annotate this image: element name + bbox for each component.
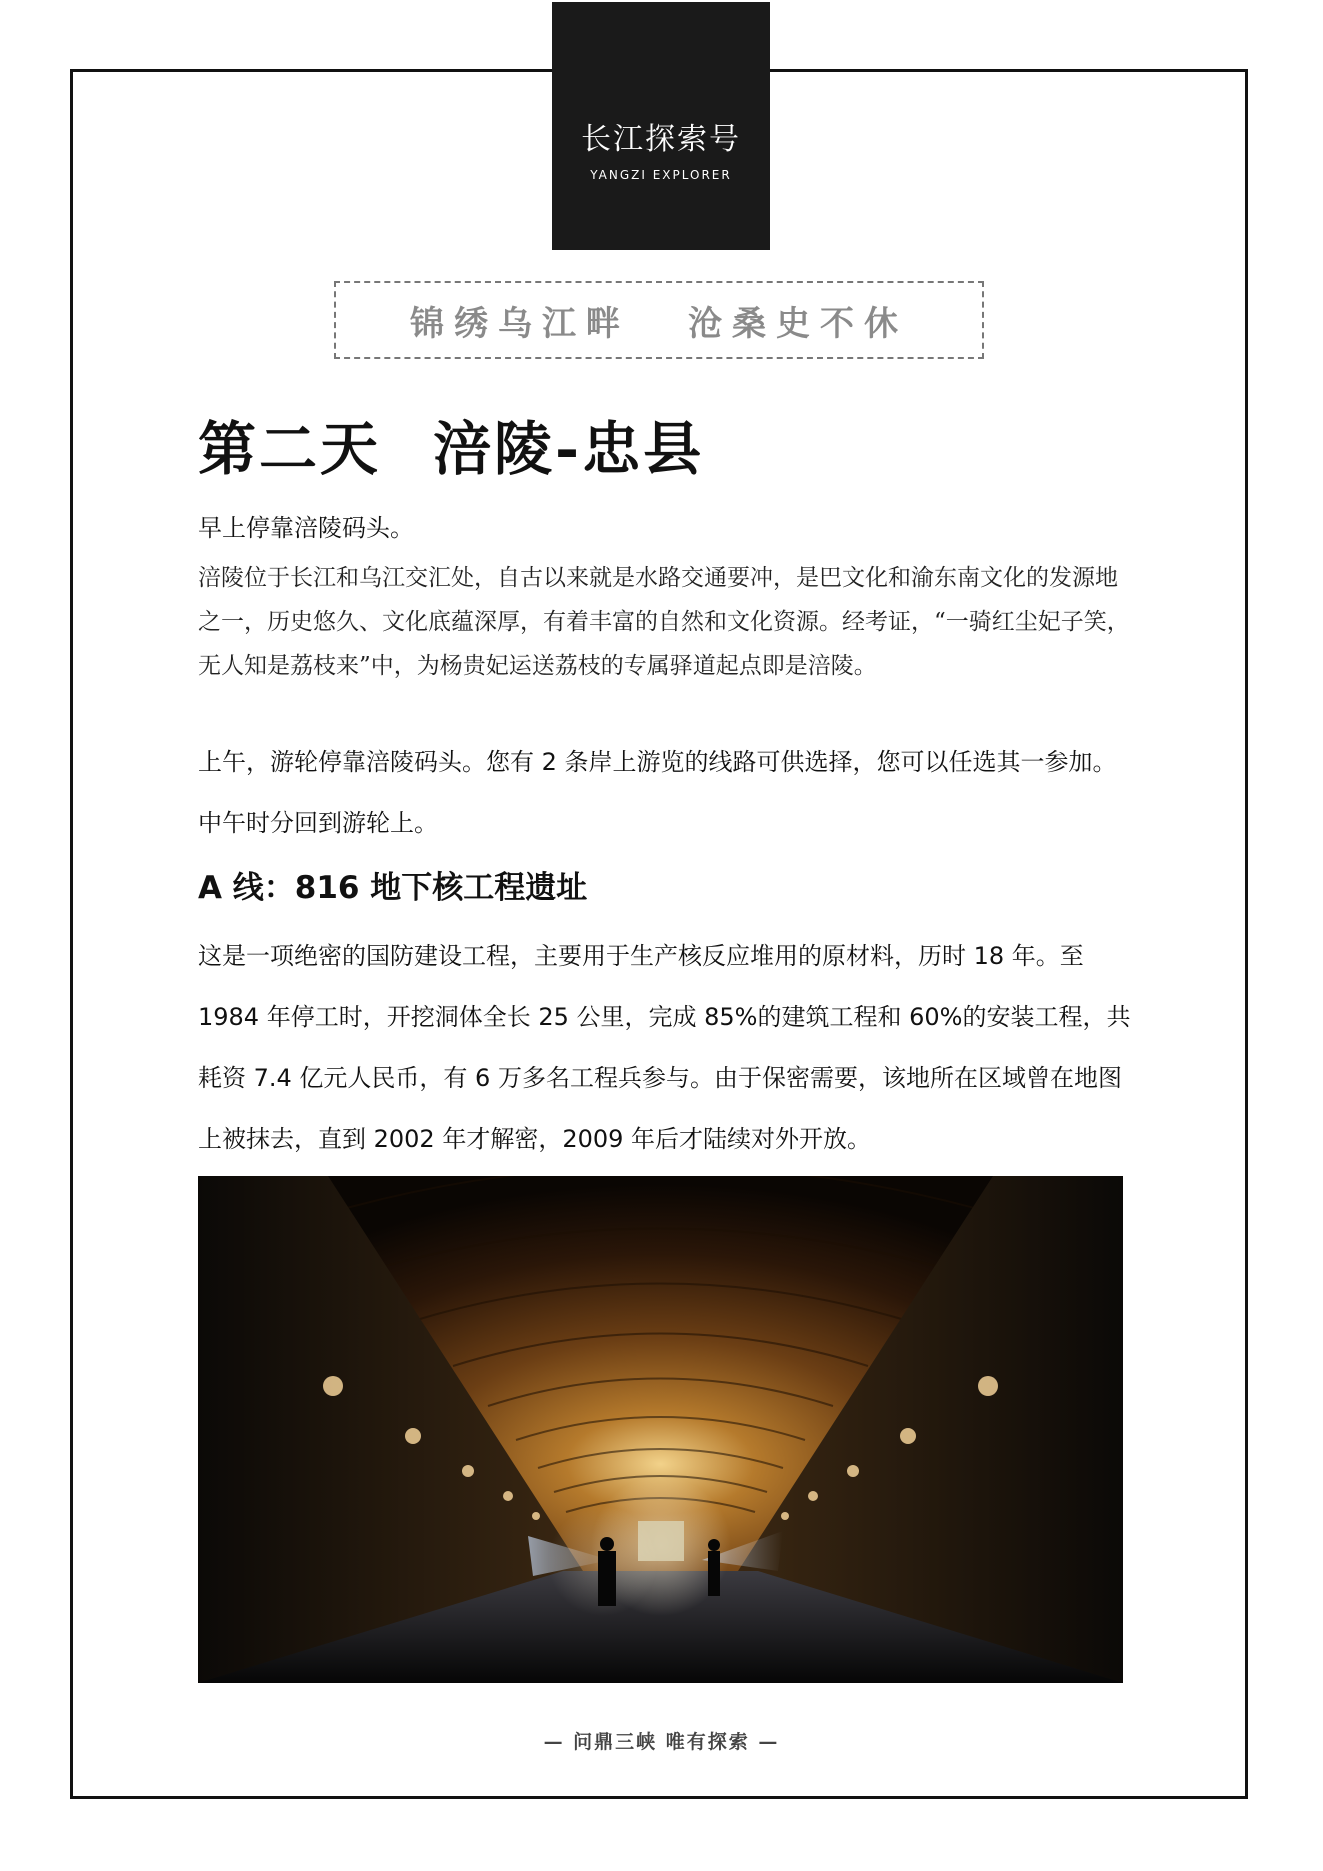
brand-name-cn: 长江探索号 — [581, 122, 741, 157]
brand-name-en: YANGZI EXPLORER — [590, 168, 732, 182]
day-route: 涪陵-忠县 — [433, 415, 705, 483]
page-title — [198, 402, 704, 486]
banner-right-text: 沧桑史不休 — [688, 303, 908, 344]
arrival-paragraph: 早上停靠涪陵码头。 — [198, 514, 414, 542]
section-a-paragraph: 这是一项绝密的国防建设工程，主要用于生产核反应堆用的原材料，历时 18 年。至 1984 年停工时，开挖洞体全长 25 公里，完成 85%的建筑工程和 60%的安装工程，共耗资 7.4 亿元人民币，有 6 万多名工程兵参与。由于保密需要，该地所在区域曾在地图上被抹去，直到 2002 年才解密，2009 年后才陆续对外开放。 — [198, 942, 1131, 1153]
tunnel-photo — [198, 1176, 1123, 1683]
banner-left-text: 锦绣乌江畔 — [410, 303, 630, 344]
brand-logo — [552, 2, 770, 250]
fuling-intro-paragraph: 涪陵位于长江和乌江交汇处，自古以来就是水路交通要冲，是巴文化和渝东南文化的发源地之一，历史悠久、文化底蕴深厚，有着丰富的自然和文化资源。经考证，“一骑红尘妃子笑，无人知是荔枝来”中，为杨贵妃运送荔枝的专属驿道起点即是涪陵。 — [198, 565, 1130, 679]
theme-banner — [334, 281, 984, 359]
day-label: 第二天 — [198, 415, 382, 483]
footer-slogan: — 问鼎三峡 唯有探索 — — [543, 1731, 780, 1753]
morning-paragraph: 上午，游轮停靠涪陵码头。您有 2 条岸上游览的线路可供选择，您可以任选其一参加。中午时分回到游轮上。 — [198, 748, 1117, 837]
section-a-heading: A 线：816 地下核工程遗址 — [198, 870, 588, 906]
